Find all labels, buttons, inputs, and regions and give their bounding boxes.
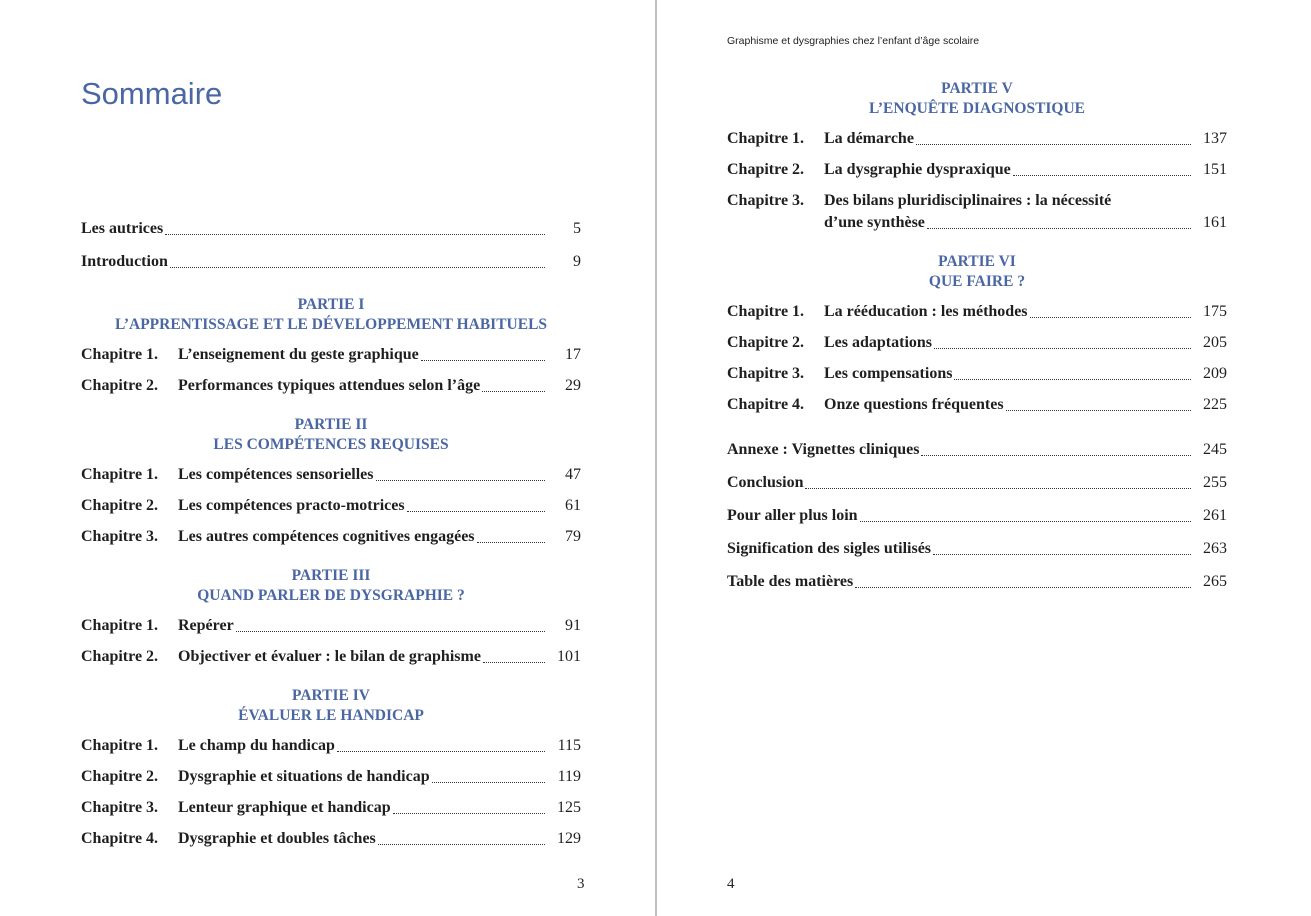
chapter-title-line2: d’une synthèse [824, 214, 925, 231]
chapter-number: Chapitre 3. [727, 192, 805, 209]
toc-page-number: 151 [1203, 161, 1227, 178]
leader-dots [337, 751, 545, 752]
chapter-title-line1: Des bilans pluridisciplinaires : la nécessité [824, 192, 1112, 209]
leader-dots [483, 662, 545, 663]
chapter-title: Les compensations [824, 365, 953, 382]
leader-dots [236, 631, 545, 632]
leader-dots [860, 521, 1191, 522]
leader-dots [170, 267, 545, 268]
part-heading [81, 686, 581, 726]
part-heading [727, 79, 1227, 119]
toc-page-number: 137 [1203, 130, 1227, 147]
leader-dots [1006, 410, 1191, 411]
chapter-number: Chapitre 2. [727, 161, 805, 178]
chapter-number: Chapitre 2. [727, 334, 805, 351]
toc-chapter[interactable] [727, 332, 1227, 354]
toc-chapter[interactable] [727, 394, 1227, 416]
part-heading [81, 566, 581, 606]
toc-page-number: 29 [565, 377, 581, 394]
chapter-title: Les compétences practo-motrices [178, 497, 405, 514]
toc-entry-label: Introduction [81, 253, 168, 270]
chapter-title: Performances typiques attendues selon l’âge [178, 377, 481, 394]
part-number: PARTIE II [294, 416, 368, 433]
toc-page-number: 129 [557, 830, 581, 847]
chapter-title: Les compétences sensorielles [178, 466, 374, 483]
part-title: LES COMPÉTENCES REQUISES [213, 436, 449, 453]
leader-dots [376, 480, 545, 481]
toc-page-number: 9 [573, 253, 581, 270]
toc-page-number: 209 [1203, 365, 1227, 382]
toc-page-number: 255 [1203, 474, 1227, 491]
toc-chapter[interactable] [81, 495, 581, 517]
toc-entry-annexe[interactable] [727, 439, 1227, 461]
toc-chapter[interactable] [81, 797, 581, 819]
leader-dots [927, 228, 1191, 229]
toc-chapter[interactable] [81, 464, 581, 486]
toc-page-number: 47 [565, 466, 581, 483]
chapter-number: Chapitre 2. [81, 648, 159, 665]
part-heading [81, 295, 581, 335]
toc-entry-autrices[interactable] [81, 218, 581, 240]
toc-chapter[interactable] [81, 766, 581, 788]
leader-dots [432, 782, 545, 783]
toc-page-number: 119 [557, 768, 581, 785]
chapter-number: Chapitre 1. [727, 130, 805, 147]
page-number: 3 [577, 876, 585, 892]
chapter-number: Chapitre 2. [81, 377, 159, 394]
toc-left [81, 218, 581, 850]
toc-page-number: 61 [565, 497, 581, 514]
toc-page-number: 79 [565, 528, 581, 545]
chapter-title: Les adaptations [824, 334, 933, 351]
toc-page-number: 161 [1203, 214, 1227, 231]
toc-entry-conclusion[interactable] [727, 472, 1227, 494]
chapter-title: Le champ du handicap [178, 737, 335, 754]
chapter-number: Chapitre 1. [727, 303, 805, 320]
part-number: PARTIE V [941, 80, 1013, 97]
toc-chapter[interactable] [81, 344, 581, 366]
chapter-title: La dysgraphie dyspraxique [824, 161, 1011, 178]
toc-entry-label: Pour aller plus loin [727, 507, 858, 524]
part-title: ÉVALUER LE HANDICAP [238, 707, 424, 724]
leader-dots [954, 379, 1191, 380]
toc-entry-table-des-matieres[interactable] [727, 571, 1227, 593]
toc-entry-label: Les autrices [81, 220, 164, 237]
part-number: PARTIE I [297, 296, 365, 313]
leader-dots [805, 488, 1191, 489]
chapter-title: L’enseignement du geste graphique [178, 346, 419, 363]
toc-page-number: 265 [1203, 573, 1227, 590]
part-heading [81, 415, 581, 455]
toc-page-number: 263 [1203, 540, 1227, 557]
leader-dots [855, 587, 1191, 588]
right-page [657, 0, 1311, 916]
leader-dots [421, 360, 545, 361]
leader-dots [393, 813, 545, 814]
leader-dots [916, 144, 1191, 145]
toc-page-number: 17 [565, 346, 581, 363]
toc-page-number: 125 [557, 799, 581, 816]
chapter-number: Chapitre 3. [81, 528, 159, 545]
toc-chapter[interactable] [727, 128, 1227, 150]
chapter-title: La rééducation : les méthodes [824, 303, 1028, 320]
chapter-number: Chapitre 1. [81, 346, 159, 363]
toc-page-number: 205 [1203, 334, 1227, 351]
part-number: PARTIE VI [938, 253, 1016, 270]
toc-entry-label: Conclusion [727, 474, 804, 491]
chapter-number: Chapitre 4. [81, 830, 159, 847]
toc-entry-label: Signification des sigles utilisés [727, 540, 932, 557]
toc-chapter[interactable] [727, 190, 1227, 234]
chapter-number: Chapitre 1. [81, 466, 159, 483]
leader-dots [921, 455, 1191, 456]
leader-dots [933, 554, 1191, 555]
running-header: Graphisme et dysgraphies chez l’enfant d’âge scolaire [727, 35, 980, 47]
toc-page-number: 175 [1203, 303, 1227, 320]
leader-dots [407, 511, 545, 512]
chapter-number: Chapitre 3. [727, 365, 805, 382]
toc-entry-introduction[interactable] [81, 251, 581, 273]
toc-page-number: 245 [1203, 441, 1227, 458]
toc-page-number: 115 [557, 737, 581, 754]
toc-chapter[interactable] [727, 301, 1227, 323]
toc-chapter[interactable] [727, 159, 1227, 181]
toc-page-number: 101 [557, 648, 581, 665]
chapter-title: Onze questions fréquentes [824, 396, 1004, 413]
chapter-number: Chapitre 2. [81, 768, 159, 785]
toc-page-number: 261 [1203, 507, 1227, 524]
toc-entry-pour-aller-plus-loin[interactable] [727, 505, 1227, 527]
part-title: QUE FAIRE ? [928, 273, 1026, 290]
chapter-title: Les autres compétences cognitives engagées [178, 528, 475, 545]
leader-dots [934, 348, 1191, 349]
chapter-title: Objectiver et évaluer : le bilan de graphisme [178, 648, 481, 665]
chapter-number: Chapitre 1. [81, 617, 159, 634]
part-heading [727, 252, 1227, 292]
chapter-number: Chapitre 4. [727, 396, 805, 413]
leader-dots [165, 234, 545, 235]
toc-chapter[interactable] [81, 526, 581, 548]
leader-dots [1013, 175, 1191, 176]
toc-entry-label: Annexe : Vignettes cliniques [727, 441, 920, 458]
part-title: QUAND PARLER DE DYSGRAPHIE ? [197, 587, 465, 604]
chapter-title: Repérer [178, 617, 234, 634]
page-number: 4 [727, 876, 735, 892]
part-number: PARTIE IV [292, 687, 370, 704]
chapter-number: Chapitre 2. [81, 497, 159, 514]
part-title: L’APPRENTISSAGE ET LE DÉVELOPPEMENT HABITUELS [114, 316, 548, 333]
toc-chapter[interactable] [81, 375, 581, 397]
toc-chapter[interactable] [727, 363, 1227, 385]
leader-dots [482, 391, 545, 392]
toc-page-number: 91 [565, 617, 581, 634]
leader-dots [477, 542, 545, 543]
chapter-number: Chapitre 3. [81, 799, 159, 816]
toc-page-number: 5 [573, 220, 581, 237]
chapter-title: Dysgraphie et situations de handicap [178, 768, 430, 785]
leader-dots [378, 844, 545, 845]
chapter-title: La démarche [824, 130, 914, 147]
toc-entry-label: Table des matières [727, 573, 854, 590]
chapter-title: Dysgraphie et doubles tâches [178, 830, 376, 847]
toc-right [727, 79, 1227, 593]
page-title: Sommaire [81, 76, 223, 111]
chapter-number: Chapitre 1. [81, 737, 159, 754]
left-page [0, 0, 655, 916]
chapter-title: Lenteur graphique et handicap [178, 799, 391, 816]
part-number: PARTIE III [291, 567, 371, 584]
part-title: L’ENQUÊTE DIAGNOSTIQUE [868, 100, 1086, 117]
toc-chapter[interactable] [81, 828, 581, 850]
leader-dots [1030, 317, 1191, 318]
toc-chapter[interactable] [81, 615, 581, 637]
toc-chapter[interactable] [81, 735, 581, 757]
toc-entry-sigles[interactable] [727, 538, 1227, 560]
toc-page-number: 225 [1203, 396, 1227, 413]
toc-chapter[interactable] [81, 646, 581, 668]
